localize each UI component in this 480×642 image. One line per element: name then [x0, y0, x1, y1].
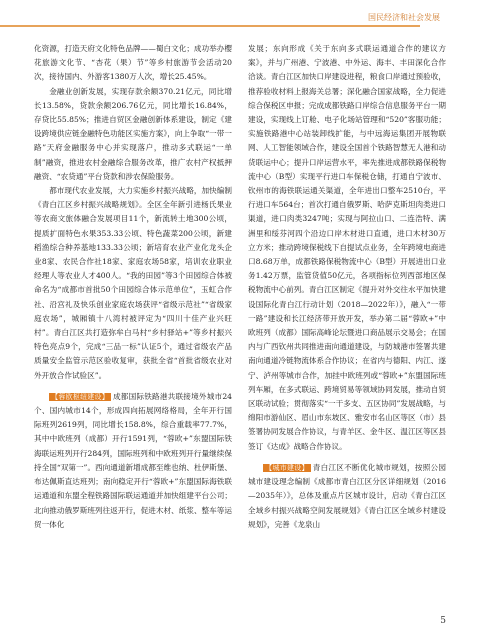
right-column — [248, 42, 446, 532]
paragraph — [248, 461, 446, 532]
section-tag: 【城市建设】 — [265, 463, 309, 472]
header-rule — [0, 25, 420, 27]
paragraph: 化资源，打造天府文化特色品牌——蜀白文化；成功举办樱花旅游文化节、“杏花（果）节”等乡村旅游节会活动20次，接待国内、外游客1380万人次，增长25.45%。 — [34, 44, 232, 82]
page-number: 5 — [440, 616, 446, 626]
paragraph-text: 青白江区不断优化城市规划，按照公园城市建设理念编制《成都市青白江区分区详细规划（2016—2035年）》，总体及重点片区城市设计，启动《青白江区全域乡村振兴战略空间发展规划》《青白江区全域乡村建设规划》，完善《龙泉山 — [248, 462, 447, 529]
section-tag: 【蓉欧枢纽建设】 — [51, 392, 109, 401]
page-header — [0, 0, 480, 36]
paragraph-text: 成都国际铁路港共联接境外城市24个、国内城市14个，形成四向拓展网络格局，全年开行国际班列2619列，同比增长158.8%，综合重载率77.7%，其中中欧班列（成都）开行1591列，“蓉欧+”东盟国际铁海联运班列开行284列，国际班列和中欧班列开行量继续保持全国“双第一”。西向通道新增成都至维也纳、杜伊斯堡、布达佩斯直达班列；南向稳定开行“蓉欧+”东盟国际海铁联运通道和东盟全程铁路国际联运通道并加快组建平台公司；北向推动俄罗斯班列往返开行，促进木材、纸浆、整车等运贸一体化 — [34, 391, 232, 529]
paragraph: 都市现代农业发展，大力实施乡村振兴战略，加快编制《青白江区乡村振兴战略规划》。全区全年新引进杨氏果业等农商文旅体融合发展项目11个，新流转土地300公顷，提质扩面特色水果353.33公顷、特色蔬菜200公顷，新建稻渔综合种养基地133.33公顷；新培育农业产业化龙头企业8家、农民合作社18家、家庭农场58家，培训农业职业经理人等农业人才400人。“我的田园”等3个田园综合体被命名为“成都市首批50个田园综合体示范单位”，玉虹合作社、沿宫礼及快乐创业家庭农场获评“省级示范社”“省级家庭农场”，城厢镇十八湾村被评定为“四川十佳产业兴旺村”。青白江区共打造弥牟白马村“乡村驿站+”等乡村振兴特色亮点9个，完成“三品一标”认证5个，通过省级农产品质量安全监管示范区验收复审，获批全省“首批省级农业对外开放合作试验区”。 — [34, 186, 232, 380]
paragraph — [34, 390, 232, 532]
left-column — [34, 42, 232, 532]
section-title: 国民经济和社会发展 — [368, 13, 440, 22]
paragraph: 金融业创新发展，实现存款余额370.21亿元，同比增长13.58%，贷款余额206.76亿元，同比增长16.84%，存贷比55.85%；推进自贸区金融创新体系建设，制定《建设跨境供应链金融特色功能区实施方案》，向上争取“一带一路”天府金融服务中心并实现落户，推动多式联运“一单制”融资，推进农村金融综合服务改革，推广农村产权抵押融资、“农贷通”平台贷款和涉农保险服务。 — [34, 86, 232, 181]
paragraph: 发展；东向形成《关于东向多式联运通道合作的建议方案》，并与广州港、宁波港、中外运、海丰、丰田深化合作洽谈。青白江区加快口岸建设进程，粮食口岸通过预验收，推荐验收材料上报海关总署；深化融合国家战略，全力促进综合保税区申报；完成成都铁路口岸综合信息服务平台一期建设，实现线上订舱、电子化场站管理和“520”客服功能；实施铁路港中心站装卸线扩能，与中远海运集团开展物联网、人工智能领域合作，建设全国首个铁路智慧无人港和动货联运中心；提升口岸运营水平，率先推进成都铁路保税物流中心（B型）实现平行进口车保税仓储，打通自宁波市、钦州市的海铁联运通关渠道，全年进出口整车2510台，平行进口车564台；首次打通自俄罗斯、哈萨克斯坦肉类进口渠道，进口肉类3247吨；实现与阿拉山口、二连浩特、满洲里和绥芬河四个沿边口岸木材进口直通，进口木材30万立方米；推动跨境保税线下自提试点业务，全年跨境电商进口8.68万单，成都铁路保税物流中心（B型）开展进出口业务1.42万票，监管货值50亿元，各项指标位列西部地区保税物流中心前列。青白江区制定《提升对外交往水平加快建设国际化青白江行动计划（2018—2022年）》，融入“一带一路”建设和长江经济带开放开发，举办第二届“蓉欧+”中欧班列（成都）国际高峰论坛暨进口商品展示交易会；在国内与广西钦州共同推进南向通道建设，与防城港市签署共建南向通道冷链物流体系合作协议；在省内与德阳、内江、遂宁、泸州等城市合作，加挂中欧班列或“蓉欧+”东盟国际班列车厢，在多式联运、跨境贸易等领域协同发展，推动自贸区联动试验；贯彻落实“一干多支、五区协同”发展战略，与绵阳市游仙区、眉山市东坡区、雅安市名山区等区（市）县签署协同发展合作协议，与青羊区、金牛区、温江区等区县签订《达成》战略合作协议。 — [248, 44, 446, 451]
